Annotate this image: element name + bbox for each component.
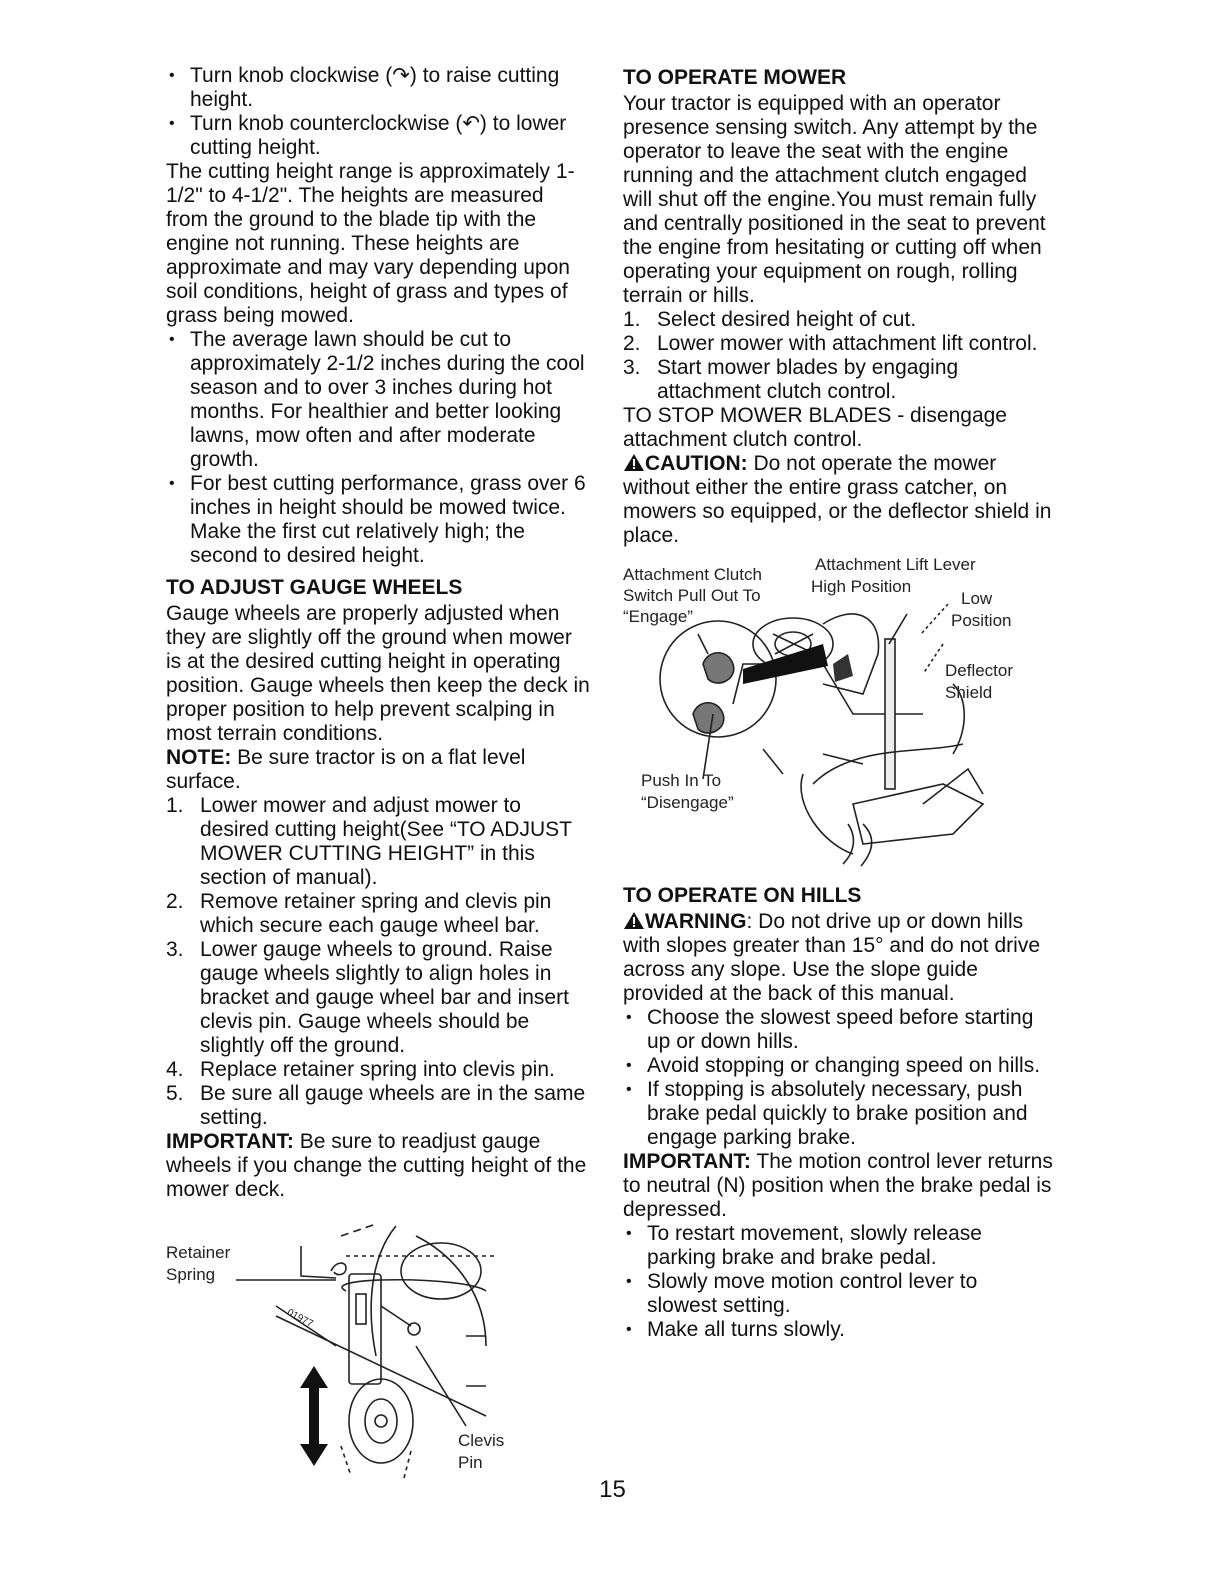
important-text: The motion control lever returns to neutral (N) position when the brake pedal is depressed.: [623, 1150, 1053, 1221]
note-text: Be sure tractor is on a flat level surface.: [166, 746, 526, 793]
list-item: • Turn knob clockwise (↷) to raise cutting height.: [166, 64, 591, 112]
step-number: 1.: [623, 308, 641, 331]
step-text: Select desired height of cut.: [657, 308, 917, 331]
step-item: [623, 356, 1053, 404]
clutch-label-line1: Attachment Clutch: [623, 565, 762, 584]
step-item: [166, 794, 591, 890]
step-text: Lower mower and adjust mower to desired cutting height(See “TO ADJUST MOWER CUTTING HEIGHT” in this section of manual).: [200, 794, 572, 889]
cutting-height-paragraph: The cutting height range is approximately 1-1/2" to 4-1/2". The heights are measured from the ground to the blade tip with the engine not running. These heights are approximate and may vary depending upon soil conditions, height of grass and types of grass being mowed.: [166, 160, 575, 327]
position-label: Position: [951, 611, 1012, 630]
right-column: [623, 64, 1053, 1342]
note-paragraph: [166, 746, 591, 794]
deflector-label: Deflector: [945, 661, 1014, 680]
important-paragraph: [623, 1150, 1053, 1222]
list-item: • To restart movement, slowly release parking brake and brake pedal.: [623, 1222, 1053, 1270]
section-heading-operate-hills: TO OPERATE ON HILLS: [623, 884, 862, 907]
step-number: 4.: [166, 1058, 184, 1081]
caution-paragraph: [623, 452, 1053, 548]
lift-lever-label: Attachment Lift Lever: [815, 555, 976, 574]
warning-text: : Do not drive up or down hills with slopes greater than 15° and do not drive across any slope. Use the slope guide provided at the back of this manual.: [623, 910, 1040, 1005]
step-text: Be sure all gauge wheels are in the same setting.: [200, 1082, 586, 1129]
step-number: 2.: [166, 890, 184, 913]
warning-triangle-icon: [623, 911, 645, 930]
step-item: [166, 938, 591, 1058]
list-item: • For best cutting performance, grass over 6 inches in height should be mowed twice. Make the first cut relatively high; the second to desired height.: [166, 472, 591, 568]
step-item: [166, 1058, 591, 1082]
retainer-label: Retainer: [166, 1243, 231, 1262]
caution-label: CAUTION:: [645, 452, 748, 475]
warning-label: WARNING: [645, 910, 747, 933]
section-heading-gauge-wheels: TO ADJUST GAUGE WHEELS: [166, 576, 463, 599]
high-position-label: High Position: [811, 577, 912, 596]
step-item: [166, 1082, 591, 1130]
list-item: • The average lawn should be cut to approximately 2-1/2 inches during the cool season and to over 3 inches during hot months. For healthier and better looking lawns, mow often and after moderate growth.: [166, 328, 591, 472]
list-item: • Slowly move motion control lever to slowest setting.: [623, 1270, 1053, 1318]
important-label: IMPORTANT:: [623, 1150, 751, 1173]
section-heading-operate-mower: TO OPERATE MOWER: [623, 66, 847, 89]
warning-triangle-icon: [623, 453, 645, 472]
step-text: Start mower blades by engaging attachment clutch control.: [657, 356, 959, 403]
push-in-label: Push In To: [641, 771, 722, 790]
step-number: 1.: [166, 794, 184, 817]
step-item: [623, 308, 1053, 332]
list-item: • Choose the slowest speed before starting up or down hills.: [623, 1006, 1053, 1054]
step-item: [166, 890, 591, 938]
step-item: [623, 332, 1053, 356]
shield-label: Shield: [945, 683, 993, 702]
clutch-figure: [623, 554, 1053, 874]
important-text: Be sure to readjust gauge wheels if you change the cutting height of the mower deck.: [166, 1130, 587, 1201]
important-label: IMPORTANT:: [166, 1130, 294, 1153]
note-label: NOTE:: [166, 746, 232, 769]
list-item: • Turn knob counterclockwise (↶) to lower cutting height.: [166, 112, 591, 160]
step-number: 3.: [166, 938, 184, 961]
operate-paragraph: Your tractor is equipped with an operator presence sensing switch. Any attempt by the operator to leave the seat with the engine running and the attachment clutch engaged will shut off the engine.You must remain fully and centrally positioned in the seat to prevent the engine from hesitating or cutting off when operating your equipment on rough, rolling terrain or hills.: [623, 92, 1046, 307]
clutch-label-line2: Switch Pull Out To: [623, 586, 761, 605]
step-text: Lower gauge wheels to ground. Raise gauge wheels slightly to align holes in bracket and gauge wheel bar and insert clevis pin. Gauge wheels should be slightly off the ground.: [200, 938, 569, 1057]
list-item: • Avoid stopping or changing speed on hills.: [623, 1054, 1053, 1078]
warning-paragraph: [623, 910, 1053, 1006]
disengage-label: “Disengage”: [641, 793, 734, 812]
pin-label: Pin: [458, 1453, 483, 1472]
list-item: • Make all turns slowly.: [623, 1318, 1053, 1342]
step-number: 2.: [623, 332, 641, 355]
caution-text: Do not operate the mower without either the entire grass catcher, on mowers so equipped, or the deflector shield in place.: [623, 452, 1052, 547]
gauge-wheel-figure: [166, 1216, 591, 1486]
step-number: 5.: [166, 1082, 184, 1105]
step-text: Replace retainer spring into clevis pin.: [200, 1058, 555, 1081]
low-label: Low: [961, 589, 993, 608]
left-column: [166, 64, 591, 1486]
step-text: Lower mower with attachment lift control.: [657, 332, 1038, 355]
spring-label: Spring: [166, 1265, 216, 1284]
step-text: Remove retainer spring and clevis pin which secure each gauge wheel bar.: [200, 890, 552, 937]
page-number: 15: [599, 1476, 626, 1503]
important-paragraph: [166, 1130, 591, 1202]
part-code: 01977: [285, 1307, 315, 1330]
stop-blades-paragraph: TO STOP MOWER BLADES - disengage attachment clutch control.: [623, 404, 1007, 451]
clevis-label: Clevis: [458, 1431, 505, 1450]
clutch-label-line3: “Engage”: [623, 607, 693, 626]
gauge-paragraph: Gauge wheels are properly adjusted when they are slightly off the ground when mower is at the desired cutting height in operating position. Gauge wheels then keep the deck in proper position to help prevent scalping in most terrain conditions.: [166, 602, 590, 745]
step-number: 3.: [623, 356, 641, 379]
list-item: • If stopping is absolutely necessary, push brake pedal quickly to brake position and engage parking brake.: [623, 1078, 1053, 1150]
